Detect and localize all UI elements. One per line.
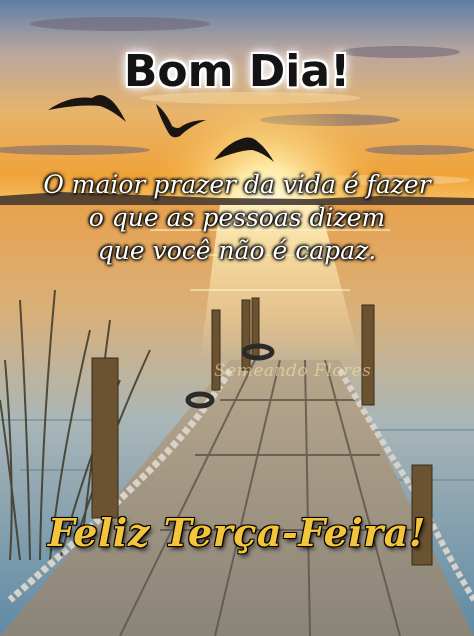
quote-line-2: o que as pessoas dizem: [88, 203, 386, 232]
quote-line-3: que você não é capaz.: [97, 236, 377, 265]
quote-text: [0, 168, 474, 267]
watermark-text: Semeando Flores: [214, 361, 372, 381]
weekday-greeting: Feliz Terça-Feira!: [47, 510, 427, 555]
greeting-title: Bom Dia!: [123, 46, 351, 97]
quote-line-1: O maior prazer da vida é fazer: [43, 170, 431, 199]
